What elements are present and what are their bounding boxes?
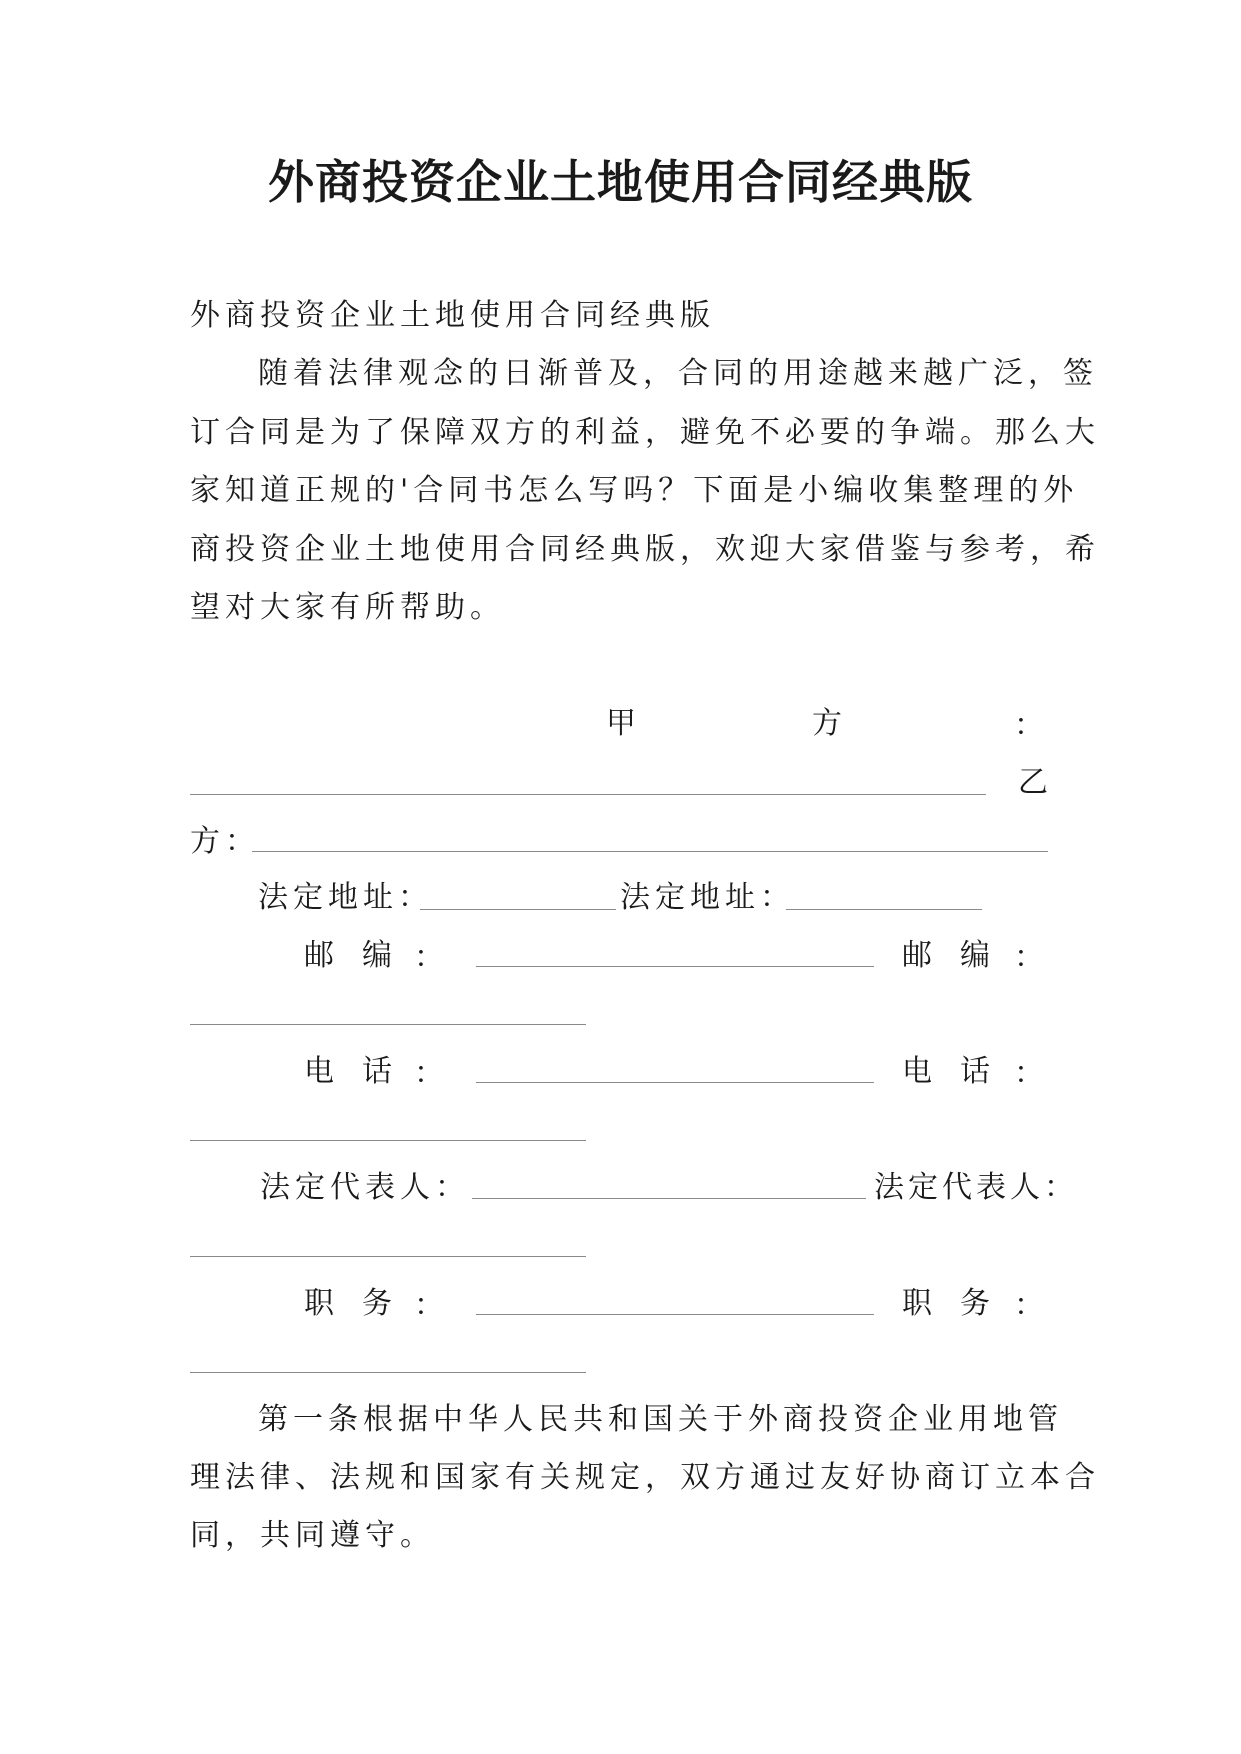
position-b-colon: ： [1014, 1288, 1049, 1323]
party-a-char-2: 方 [812, 706, 847, 741]
intro-line-5: 望对大家有所帮助。 [190, 590, 505, 625]
address-a-blank-line [420, 909, 616, 910]
address-label-b: 法定地址： [620, 880, 795, 915]
postcode-b-blank-line [190, 1024, 586, 1025]
address-label-a: 法定地址： [258, 880, 433, 915]
intro-line-4: 商投资企业土地使用合同经典版，欢迎大家借鉴与参考，希 [190, 532, 1100, 567]
phone-b-blank-line [190, 1140, 586, 1141]
representative-label-b: 法定代表人： [874, 1170, 1078, 1205]
intro-line-1: 随着法律观念的日渐普及，合同的用途越来越广泛，签 [258, 356, 1098, 391]
article-1-line-3: 同，共同遵守。 [190, 1518, 435, 1553]
address-b-blank-line [786, 909, 982, 910]
phone-b-char-1: 电 [902, 1054, 937, 1089]
postcode-a-char-2: 编 [362, 938, 397, 973]
phone-a-char-1: 电 [304, 1054, 339, 1089]
subtitle: 外商投资企业土地使用合同经典版 [190, 298, 715, 333]
phone-a-char-2: 话 [362, 1054, 397, 1089]
phone-a-colon: ： [414, 1056, 449, 1091]
party-a-blank-line [190, 794, 986, 795]
phone-b-colon: ： [1014, 1056, 1049, 1091]
article-1-line-2: 理法律、法规和国家有关规定，双方通过友好协商订立本合 [190, 1460, 1100, 1495]
intro-line-2: 订合同是为了保障双方的利益，避免不必要的争端。那么大 [190, 415, 1100, 450]
position-a-blank-line [476, 1314, 874, 1315]
party-b-blank-line [252, 851, 1048, 852]
position-a-colon: ： [414, 1288, 449, 1323]
position-a-char-1: 职 [304, 1286, 339, 1321]
intro-line-3: 家知道正规的'合同书怎么写吗？下面是小编收集整理的外 [190, 473, 1079, 508]
representative-b-blank-line [190, 1256, 586, 1257]
party-a-char-1: 甲 [606, 706, 641, 741]
representative-label-a: 法定代表人： [260, 1170, 470, 1205]
position-b-char-1: 职 [902, 1286, 937, 1321]
party-a-colon: ： [1014, 708, 1049, 743]
party-b-char-2: 方： [190, 824, 260, 859]
party-b-char-1: 乙 [1018, 765, 1053, 800]
postcode-b-colon: ： [1014, 940, 1049, 975]
phone-b-char-2: 话 [960, 1054, 995, 1089]
postcode-a-colon: ： [414, 940, 449, 975]
document-title: 外商投资企业土地使用合同经典版 [268, 155, 973, 209]
representative-a-blank-line [472, 1198, 866, 1199]
postcode-a-char-1: 邮 [304, 938, 339, 973]
postcode-b-char-1: 邮 [902, 938, 937, 973]
phone-a-blank-line [476, 1082, 874, 1083]
position-a-char-2: 务 [362, 1286, 397, 1321]
position-b-char-2: 务 [960, 1286, 995, 1321]
postcode-a-blank-line [476, 966, 874, 967]
position-b-blank-line [190, 1372, 586, 1373]
postcode-b-char-2: 编 [960, 938, 995, 973]
article-1-line-1: 第一条根据中华人民共和国关于外商投资企业用地管 [258, 1402, 1063, 1437]
